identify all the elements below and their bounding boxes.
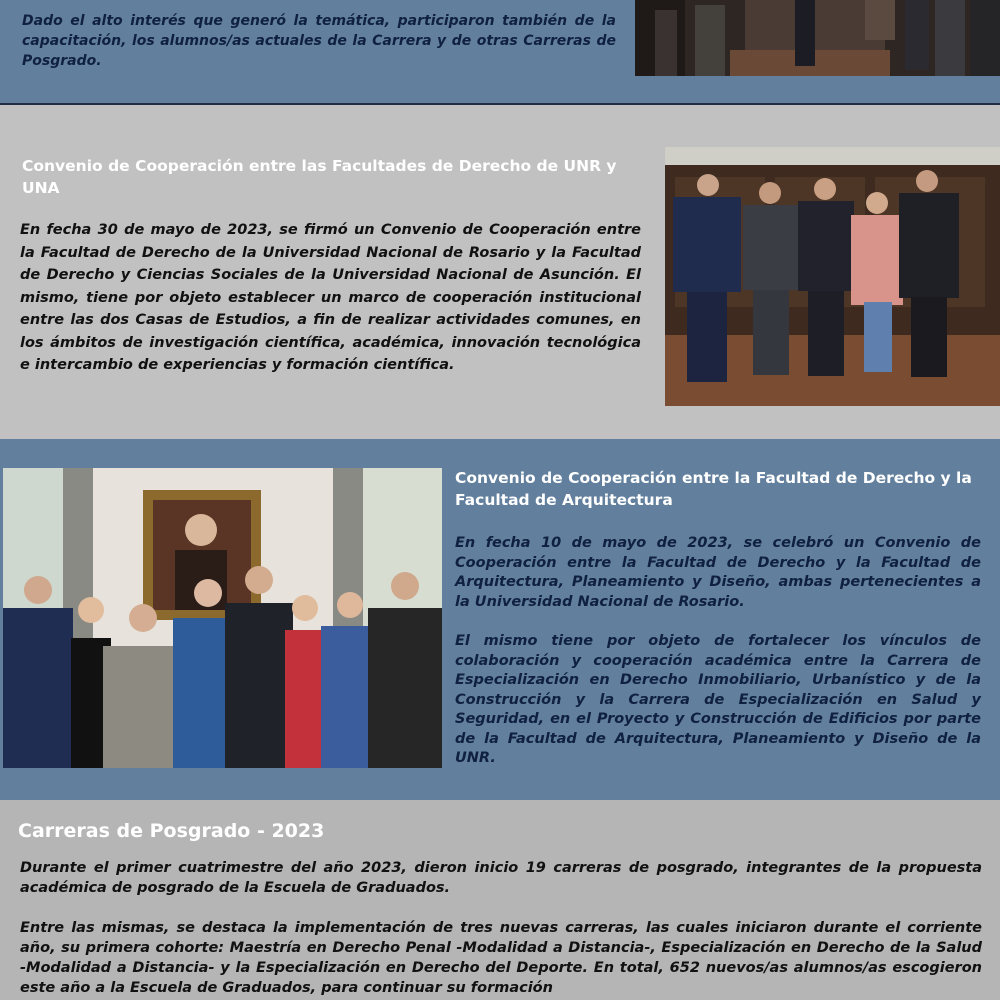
arquitectura-photo <box>3 468 442 768</box>
carreras-text-2-a: Entre las mismas, se destaca la implementación de tres nuevas carreras, las cuales iniciaron durante el corriente año, su primera cohorte: <box>20 920 982 956</box>
event-section <box>0 0 1000 104</box>
especializacion-derecho-deporte: Especialización en Derecho del Deporte <box>256 960 583 976</box>
carreras-text-2-e: -Modalidad a Distancia- y la <box>20 960 257 976</box>
arquitectura-section <box>0 439 1000 800</box>
arquitectura-text-2: El mismo tiene por objeto de fortalecer los vínculos de colaboración y cooperación académica entre la Carrera de Especialización en Derecho Inmobiliario, Urbanístico y de la Construcción y la Carrera de Especialización en Salud y Seguridad, en el Proyecto y Construcción de Edificios por parte de la Facultad de Arquitectura, Planeamiento y Diseño de la UNR. <box>455 633 981 766</box>
carreras-text-2-g: . En total, 652 nuevos/as alumnos/as escogieron este año a la Escuela de Graduados, para continuar su formación <box>20 960 982 996</box>
carreras-text-2-c: -Modalidad a Distancia-, <box>450 940 662 956</box>
maestria-derecho-penal: Maestría en Derecho Penal <box>229 940 451 956</box>
unr-una-photo <box>665 147 1000 406</box>
arquitectura-text-1: En fecha 10 de mayo de 2023, se celebró un Convenio de Cooperación entre la Facultad de Derecho y la Facultad de Arquitectura, Planeamiento y Diseño, ambas pertenecientes a la Universidad Nacional de Rosario. <box>455 535 981 610</box>
unr-una-section <box>0 105 1000 439</box>
event-text: Dado el alto interés que generó la temática, participaron también de la capacitación, los alumnos/as actuales de la Carrera y de otras Carreras de Posgrado. <box>22 13 616 69</box>
unr-una-text: En fecha 30 de mayo de 2023, se firmó un Convenio de Cooperación entre la Facultad de Derecho de la Universidad Nacional de Rosario y la Facultad de Derecho y Ciencias Sociales de la Universidad Nacional de Asunción. El mismo, tiene por objeto establecer un marco de cooperación institucional entre las dos Casas de Estudios, a fin de realizar actividades comunes, en los ámbitos de investigación científica, académica, innovación tecnológica e intercambio de experiencias y formación científica. <box>20 222 641 373</box>
carreras-heading: Carreras de Posgrado - 2023 <box>18 820 325 842</box>
arquitectura-heading: Convenio de Cooperación entre la Facultad de Derecho y la Facultad de Arquitectura <box>455 469 972 509</box>
especializacion-derecho-salud: Especialización en Derecho de la Salud <box>661 940 982 956</box>
carreras-text-2 <box>20 918 982 998</box>
carreras-text-1: Durante el primer cuatrimestre del año 2023, dieron inicio 19 carreras de posgrado, integrantes de la propuesta académica de posgrado de la Escuela de Graduados. <box>20 860 982 896</box>
carreras-section <box>0 800 1000 1000</box>
event-photo <box>635 0 1000 76</box>
unr-una-heading: Convenio de Cooperación entre las Facultades de Derecho de UNR y UNA <box>22 157 617 197</box>
